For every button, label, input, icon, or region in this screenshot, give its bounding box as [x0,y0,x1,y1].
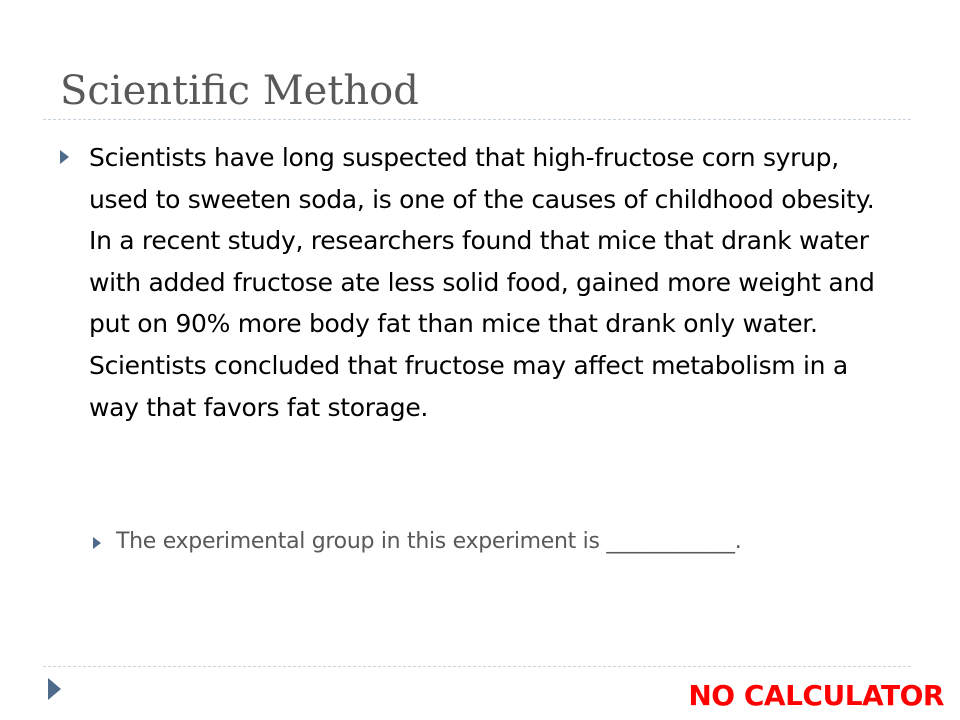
main-bullet-text: Scientists have long suspected that high-fructose corn syrup, used to sweeten soda, is one of the causes of childhood obesity. In a recent study, researchers found that mice that drank water with added fructose ate less solid food, gained more weight and put on 90% more body fat than mice that drank only water. Scientists concluded that fructose may affect metabolism in a way that favors fat storage. [89,143,875,422]
triangle-footer-icon [48,678,61,700]
triangle-bullet-icon [60,150,69,164]
title-divider [43,119,911,120]
slide-title: Scientific Method [60,68,419,114]
footer-divider [43,666,911,667]
sub-bullet-text: The experimental group in this experiment is ____________. [116,529,742,554]
triangle-sub-bullet-icon [93,537,101,549]
no-calculator-label: NO CALCULATOR [688,679,944,712]
